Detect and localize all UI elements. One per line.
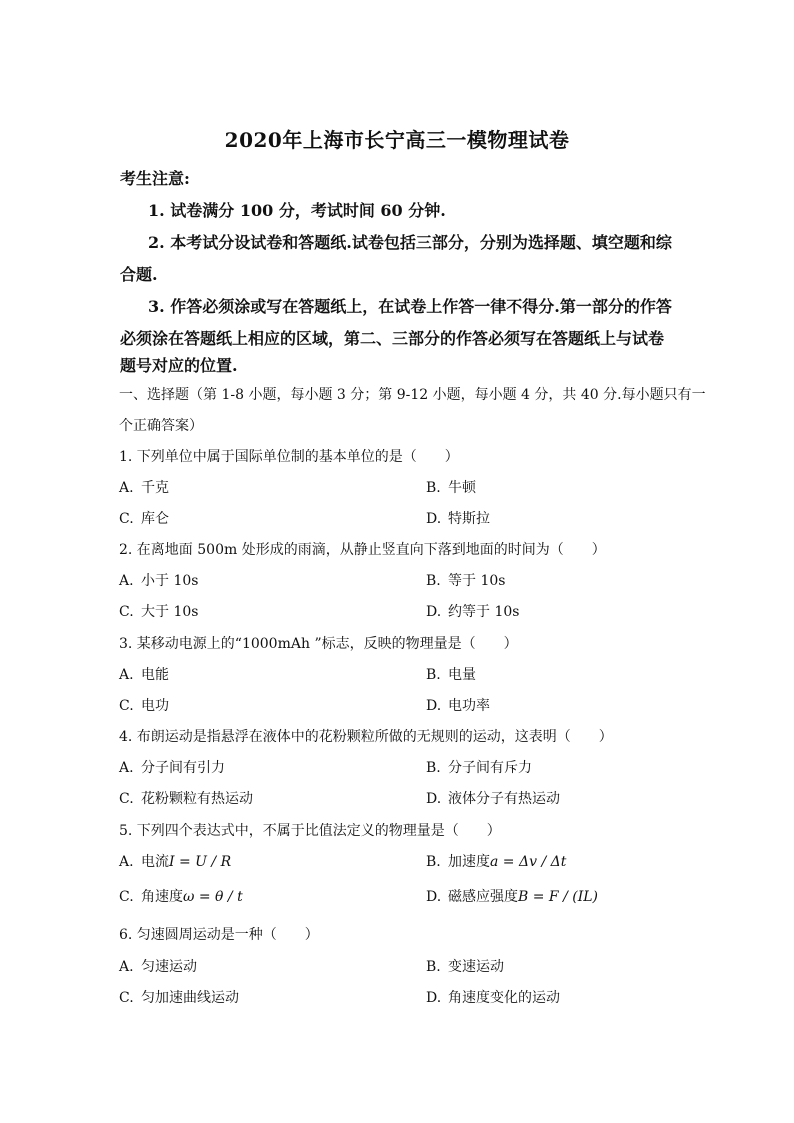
notice-heading: 考生注意: — [120, 169, 190, 188]
option-d — [426, 788, 560, 808]
option-a — [119, 664, 169, 684]
option-label: B. — [426, 959, 441, 975]
option-text: 约等于 10s — [448, 604, 520, 620]
question-stem: 4. 布朗运动是指悬浮在液体中的花粉颗粒所做的无规则的运动，这表明（ ） — [119, 729, 613, 745]
option-label: D. — [426, 604, 442, 620]
option-d — [426, 508, 490, 528]
option-text: 匀加速曲线运动 — [141, 990, 239, 1006]
option-text: 电功率 — [448, 698, 490, 714]
option-c — [119, 601, 198, 621]
option-label: C. — [119, 990, 134, 1006]
option-c — [119, 886, 243, 906]
option-label: C. — [119, 698, 134, 714]
formula: B = F / (IL) — [518, 889, 599, 905]
option-c — [119, 508, 169, 528]
option-text: 等于 10s — [448, 573, 506, 589]
option-text: 电流 — [141, 854, 169, 870]
option-text: 变速运动 — [448, 959, 504, 975]
option-a — [119, 570, 198, 590]
option-label: A. — [119, 854, 134, 870]
option-b — [426, 477, 476, 497]
option-a — [119, 477, 169, 497]
option-c — [119, 987, 239, 1007]
option-label: B. — [426, 854, 441, 870]
option-label: C. — [119, 791, 134, 807]
option-b — [426, 570, 505, 590]
question-stem: 5. 下列四个表达式中，不属于比值法定义的物理量是（ ） — [119, 823, 501, 839]
option-text: 大于 10s — [141, 604, 199, 620]
option-label: D. — [426, 791, 442, 807]
option-text: 分子间有斥力 — [448, 760, 532, 776]
option-b — [426, 664, 476, 684]
option-label: A. — [119, 480, 134, 496]
option-b — [426, 851, 566, 871]
option-text: 角速度 — [141, 889, 183, 905]
option-d — [426, 987, 560, 1007]
formula: ω = θ / t — [183, 889, 243, 905]
formula: a = Δv / Δt — [490, 854, 567, 870]
formula: I = U / R — [169, 854, 232, 870]
option-text: 匀速运动 — [141, 959, 197, 975]
option-label: B. — [426, 760, 441, 776]
notice-item-2-cont: 合题. — [120, 265, 158, 284]
notice-item-1: 1. 试卷满分 100 分，考试时间 60 分钟. — [148, 201, 446, 220]
option-text: 小于 10s — [141, 573, 199, 589]
option-text: 牛顿 — [448, 480, 476, 496]
option-c — [119, 695, 169, 715]
option-text: 特斯拉 — [448, 511, 490, 527]
option-text: 千克 — [141, 480, 169, 496]
question-stem: 6. 匀速圆周运动是一种（ ） — [119, 927, 319, 943]
option-text: 分子间有引力 — [141, 760, 225, 776]
page-title: 2020年上海市长宁高三一模物理试卷 — [224, 128, 570, 152]
question-stem: 2. 在离地面 500m 处形成的雨滴，从静止竖直向下落到地面的时间为（ ） — [119, 542, 606, 558]
option-c — [119, 788, 253, 808]
option-label: B. — [426, 573, 441, 589]
option-label: A. — [119, 573, 134, 589]
option-a — [119, 851, 231, 871]
notice-item-3: 3. 作答必须涂或写在答题纸上，在试卷上作答一律不得分.第一部分的作答 — [148, 297, 672, 316]
option-label: D. — [426, 511, 442, 527]
option-label: B. — [426, 667, 441, 683]
notice-item-3-end: 题号对应的位置. — [120, 356, 238, 375]
option-a — [119, 757, 225, 777]
option-label: C. — [119, 604, 134, 620]
option-a — [119, 956, 197, 976]
option-b — [426, 956, 504, 976]
option-text: 电能 — [141, 667, 169, 683]
option-text: 角速度变化的运动 — [448, 990, 560, 1006]
option-label: D. — [426, 990, 442, 1006]
option-label: A. — [119, 760, 134, 776]
option-text: 加速度 — [448, 854, 490, 870]
option-text: 磁感应强度 — [448, 889, 518, 905]
option-label: D. — [426, 698, 442, 714]
question-stem: 1. 下列单位中属于国际单位制的基本单位的是（ ） — [119, 449, 459, 465]
option-label: D. — [426, 889, 442, 905]
option-text: 电功 — [141, 698, 169, 714]
option-label: A. — [119, 959, 134, 975]
option-text: 液体分子有热运动 — [448, 791, 560, 807]
option-d — [426, 601, 519, 621]
option-label: C. — [119, 889, 134, 905]
question-stem: 3. 某移动电源上的“1000mAh ”标志，反映的物理量是（ ） — [119, 636, 518, 652]
section-header: 一、选择题（第 1-8 小题，每小题 3 分；第 9-12 小题，每小题 4 分，共 40 分.每小题只有一 — [119, 387, 706, 403]
option-text: 花粉颗粒有热运动 — [141, 791, 253, 807]
option-d — [426, 695, 490, 715]
option-text: 电量 — [448, 667, 476, 683]
option-text: 库仑 — [141, 511, 169, 527]
section-header-cont: 个正确答案） — [119, 418, 203, 434]
option-label: B. — [426, 480, 441, 496]
notice-item-2: 2. 本考试分设试卷和答题纸.试卷包括三部分，分别为选择题、填空题和综 — [148, 233, 672, 252]
option-label: A. — [119, 667, 134, 683]
option-d — [426, 886, 598, 906]
option-b — [426, 757, 532, 777]
option-label: C. — [119, 511, 134, 527]
notice-item-3-cont: 必须涂在答题纸上相应的区域，第二、三部分的作答必须写在答题纸上与试卷 — [120, 329, 665, 348]
